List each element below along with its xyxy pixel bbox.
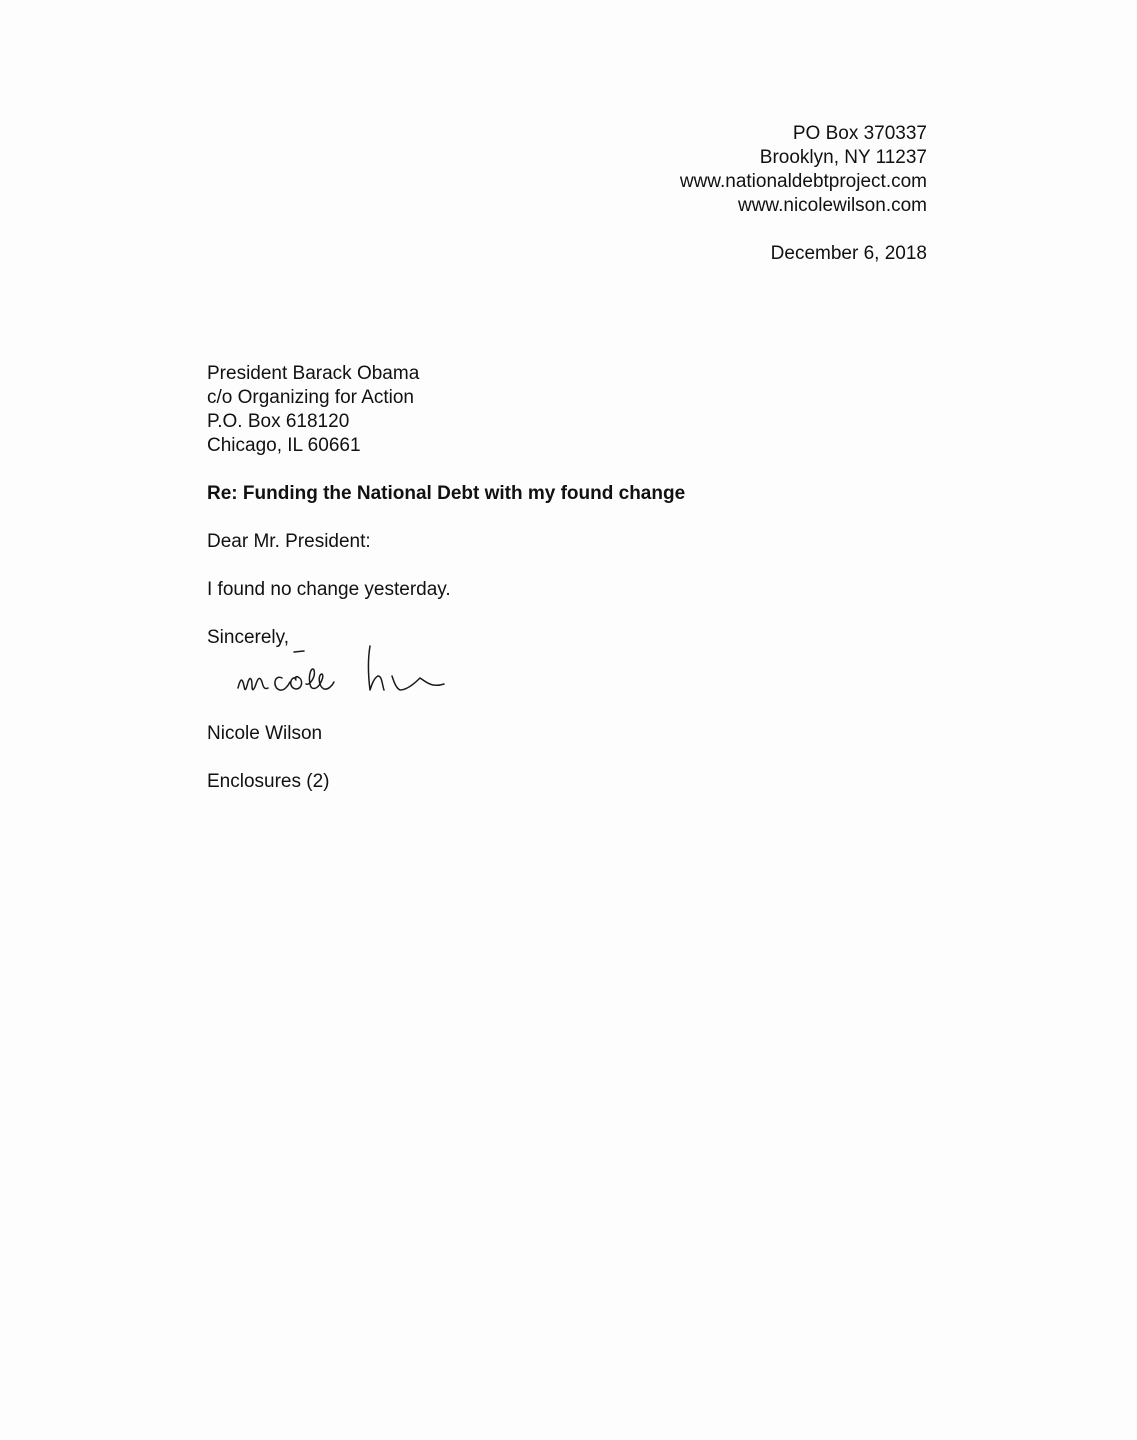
subject-line: Re: Funding the National Debt with my found change [207, 483, 686, 504]
sender-website-personal: www.nicolewilson.com [737, 195, 927, 216]
enclosures-note: Enclosures (2) [207, 771, 330, 792]
sender-city-state-zip: Brooklyn, NY 11237 [759, 147, 927, 168]
handwritten-signature [230, 640, 460, 710]
sender-address-block [680, 122, 927, 218]
recipient-care-of: c/o Organizing for Action [207, 387, 414, 408]
salutation: Dear Mr. President: [207, 531, 371, 552]
recipient-address-block [207, 362, 419, 458]
closing: Sincerely, [207, 627, 290, 648]
signer-name: Nicole Wilson [207, 723, 323, 744]
letter-date: December 6, 2018 [770, 243, 927, 264]
letter-body: I found no change yesterday. [207, 579, 451, 600]
recipient-city-state-zip: Chicago, IL 60661 [207, 435, 361, 456]
sender-website-national-debt: www.nationaldebtproject.com [679, 171, 927, 192]
sender-po-box: PO Box 370337 [792, 123, 927, 144]
recipient-po-box: P.O. Box 618120 [207, 411, 350, 432]
recipient-name: President Barack Obama [207, 363, 420, 384]
